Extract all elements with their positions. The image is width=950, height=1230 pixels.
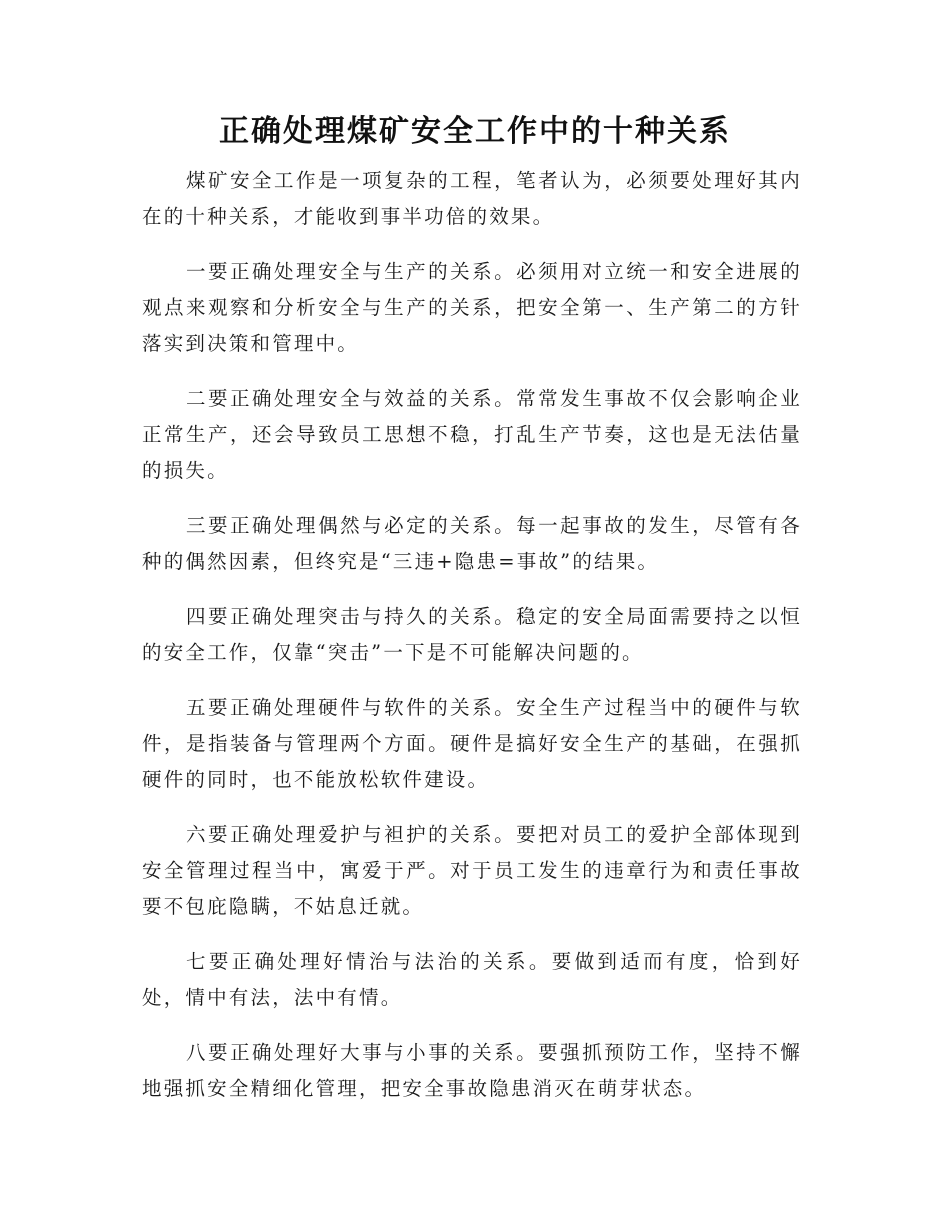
document-title: 正确处理煤矿安全工作中的十种关系 — [219, 114, 731, 149]
paragraph-6: 六要正确处理爱护与袒护的关系。要把对员工的爱护全部体现到安全管理过程当中，寓爱于严。对于员工发生的违章行为和责任事故要不包庇隐瞒，不姑息迁就。 — [142, 823, 802, 918]
document-body — [142, 163, 802, 1126]
paragraph-3: 三要正确处理偶然与必定的关系。每一起事故的发生，尽管有各种的偶然因素，但终究是“三违+隐患=事故”的结果。 — [142, 514, 802, 573]
paragraph-2: 二要正确处理安全与效益的关系。常常发生事故不仅会影响企业正常生产，还会导致员工思想不稳，打乱生产节奏，这也是无法估量的损失。 — [142, 387, 802, 482]
paragraph-1: 一要正确处理安全与生产的关系。必须用对立统一和安全进展的观点来观察和分析安全与生产的关系，把安全第一、生产第二的方针落实到决策和管理中。 — [142, 260, 802, 355]
paragraph-intro: 煤矿安全工作是一项复杂的工程，笔者认为，必须要处理好其内在的十种关系，才能收到事半功倍的效果。 — [142, 169, 802, 228]
paragraph-7: 七要正确处理好情治与法治的关系。要做到适而有度，恰到好处，情中有法，法中有情。 — [142, 950, 802, 1009]
paragraph-5: 五要正确处理硬件与软件的关系。安全生产过程当中的硬件与软件，是指装备与管理两个方面。硬件是搞好安全生产的基础，在强抓硬件的同时，也不能放松软件建设。 — [142, 696, 802, 791]
paragraph-8: 八要正确处理好大事与小事的关系。要强抓预防工作，坚持不懈地强抓安全精细化管理，把安全事故隐患消灭在萌芽状态。 — [142, 1041, 802, 1100]
paragraph-4: 四要正确处理突击与持久的关系。稳定的安全局面需要持之以恒的安全工作，仅靠“突击”一下是不可能解决问题的。 — [142, 605, 802, 664]
